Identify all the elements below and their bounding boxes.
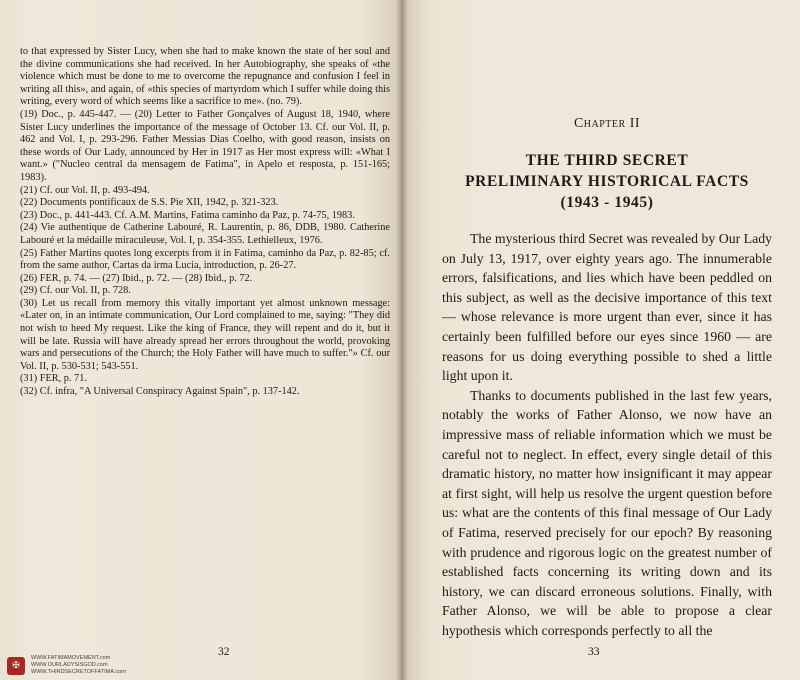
footnote: (26) FER, p. 74. — (27) Ibid., p. 72. — (28) Ibid., p. 72. <box>20 272 253 284</box>
title-line: (1943 - 1945) <box>560 194 654 211</box>
footnote: (21) Cf. our Vol. II, p. 493-494. <box>20 184 150 196</box>
footnote: to that expressed by Sister Lucy, when she had to make known the state of her soul and the divine communications she had received. In her Autobiography, she speaks of «the violence which must be done to me to overcome the repugnance and confusion I feel in writing all this», and again, of «this species of martyrdom which I suffer while doing this writing, every word of which seems like a sacrifice to me». (no. 79). <box>20 46 390 108</box>
watermark-url: WWW.OURLADYSISGOD.com <box>31 662 108 668</box>
footnote: (19) Doc., p. 445-447. — (20) Letter to Father Gonçalves of August 18, 1940, where Sister Lucy underlines the importance of the message of October 13. Cf. our Vol. II, p. 462 and Vol. I, p. 293-296. Father Messias Dias Coelho, with good reason, insists on these words of Our Lady, announced by Her in 1917 as Her most express will: «What I want.» ("Nucleo central da mensagem de Fatima", in Apelo et resposta, p. 151-165; 1983). <box>20 108 390 183</box>
footnote: (31) FER, p. 71. <box>20 373 87 385</box>
footnote: (25) Father Martins quotes long excerpts from it in Fatima, caminho da Paz, p. 82-85; cf. from the same author, Cartas da irma Lucia, introduction, p. 26-27. <box>20 247 390 272</box>
page-number-left: 32 <box>218 646 230 658</box>
right-page <box>402 0 800 680</box>
footnote: (30) Let us recall from memory this vitally important yet almost unknown message: «Later on, in an intimate communication, Our Lord complained to me, saying: "They did not wish to heed My request. Like the king of France, they will repent and do it, but it will be late. Russia will have already spread her errors throughout the world, provoking wars and persecutions of the Church; the Holy Father will have much to suffer."» Cf. our Vol. II, p. 530-531; 543-551. <box>20 297 390 372</box>
footnote: (32) Cf. infra, "A Universal Conspiracy Against Spain", p. 137-142. <box>20 386 300 398</box>
paragraph: The mysterious third Secret was revealed by Our Lady on July 13, 1917, over eighty years ago. The innumerable errors, falsifications, and lies which have been peddled on this subject, as well as the decisive importance of this text — whose relevance is more urgent than ever, since it has certainly been fulfilled before our eyes since 1960 — are reasons for us doing everything possible to shed a little light upon it. <box>442 231 772 384</box>
watermark-url: WWW.THIRDSECRETOFFATIMA.com <box>31 669 126 675</box>
title-line: PRELIMINARY HISTORICAL FACTS <box>465 173 749 190</box>
page-number-right: 33 <box>588 646 600 658</box>
chapter-title <box>442 150 772 213</box>
footnote: (29) Cf. our Vol. II, p. 728. <box>20 285 131 297</box>
footnote: (24) Vie authentique de Catherine Labouré, R. Laurentin, p. 86, DDB, 1980. Catherine Labouré et la médaille miraculeuse, Vol. I, p. 354-355. Lethielleux, 1976. <box>20 222 390 246</box>
footnote: (23) Doc., p. 441-443. Cf. A.M. Martins, Fatima caminho da Paz, p. 74-75, 1983. <box>20 209 355 221</box>
watermark-url: WWW.FATIMAMOVEMENT.com <box>31 655 111 661</box>
title-line: THE THIRD SECRET <box>525 152 689 169</box>
book-gutter <box>396 0 408 680</box>
footnote: (22) Documents pontificaux de S.S. Pie XII, 1942, p. 321-323. <box>20 197 279 209</box>
watermark-logo <box>7 655 126 676</box>
paragraph: Thanks to documents published in the last few years, notably the works of Father Alonso, we now have an impressive mass of reliable information which we must be careful not to neglect. In effect, every single detail of this dramatic history, no matter how insignificant it may appear at first sight, will help us resolve the urgent question before us: what are the contents of this final message of Our Lady of Fatima, reserved precisely for our epoch? By reasoning with prudence and rigorous logic on the greatest number of established facts concerning its writing down and its history, we can discard erroneous solutions. Finally, with Father Alonso, we will be able to propose a clear hypothesis which corresponds perfectly to all the <box>442 387 772 638</box>
fatima-logo-icon: ✠ <box>7 657 25 675</box>
footnotes <box>20 46 390 399</box>
body-text <box>442 229 772 640</box>
watermark-urls <box>31 655 126 676</box>
chapter-label: Chapter II <box>573 116 641 131</box>
